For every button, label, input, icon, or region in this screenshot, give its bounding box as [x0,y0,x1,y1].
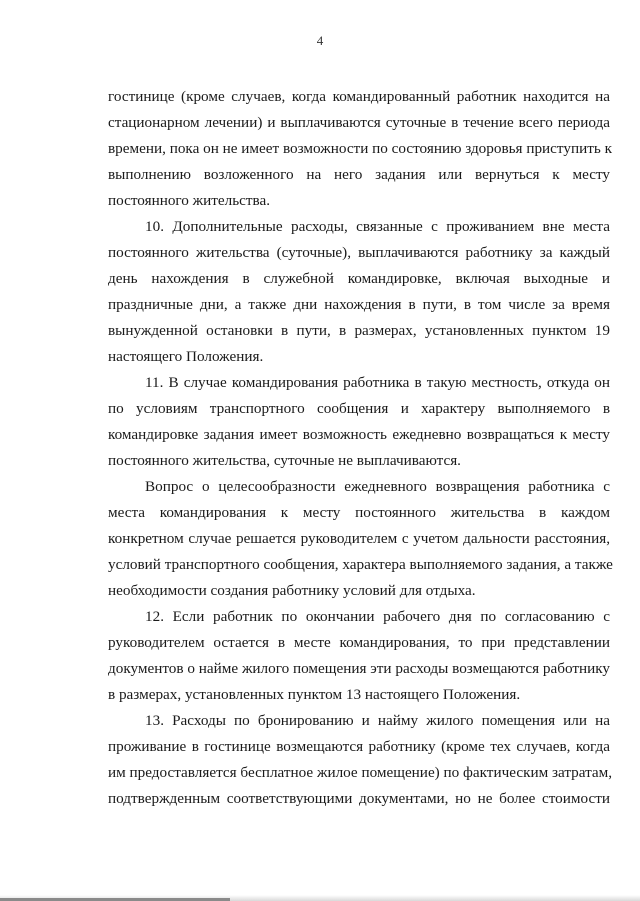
text-line: документов о найме жилого помещения эти расходы возмещаются работнику [108,660,610,677]
text-line: времени, пока он не имеет возможности по состоянию здоровья приступить к [108,140,612,157]
text-line: места командирования к месту постоянного жительства в каждом [108,504,610,521]
text-line: условий транспортного сообщения, характера выполняемого задания, а также [108,556,613,573]
text-line: необходимости создания работнику условий для отдыха. [108,582,476,599]
text-line: командировке задания имеет возможность ежедневно возвращаться к месту [108,426,610,443]
text-line: постоянного жительства (суточные), выплачиваются работнику за каждый [108,244,610,261]
text-line: гостинице (кроме случаев, когда командированный работник находится на [108,88,610,105]
text-line: праздничные дни, а также дни нахождения в пути, в том числе за время [108,296,610,313]
text-line: конкретном случае решается руководителем с учетом дальности расстояния, [108,530,610,547]
text-line: в размерах, установленных пунктом 13 настоящего Положения. [108,686,521,703]
paragraph-start-line: 11. В случае командирования работника в такую местность, откуда он [145,374,610,391]
paragraph-start-line: 12. Если работник по окончании рабочего дня по согласованию с [145,608,610,625]
text-line: постоянного жительства, суточные не выплачиваются. [108,452,461,469]
text-line: настоящего Положения. [108,348,264,365]
text-line: проживание в гостинице возмещаются работнику (кроме тех случаев, когда [108,738,610,755]
text-line: день нахождения в служебной командировке, включая выходные и [108,270,610,287]
paragraph-start-line: 13. Расходы по бронированию и найму жилого помещения или на [145,712,610,729]
text-line: подтвержденным соответствующими документами, но не более стоимости [108,790,610,807]
text-line: выполнению возложенного на него задания или вернуться к месту [108,166,610,183]
paragraph-start-line: Вопрос о целесообразности ежедневного возвращения работника с [145,478,610,495]
page-number: 4 [316,33,324,48]
paragraph-start-line: 10. Дополнительные расходы, связанные с проживанием вне места [145,218,610,235]
text-line: по условиям транспортного сообщения и характеру выполняемого в [108,400,610,417]
text-line: руководителем остается в месте командирования, то при представлении [108,634,610,651]
text-line: им предоставляется бесплатное жилое помещение) по фактическим затратам, [108,764,613,781]
text-line: стационарном лечении) и выплачиваются суточные в течение всего периода [108,114,610,131]
text-line: постоянного жительства. [108,192,271,209]
text-line: вынужденной остановки в пути, в размерах, установленных пунктом 19 [108,322,610,339]
